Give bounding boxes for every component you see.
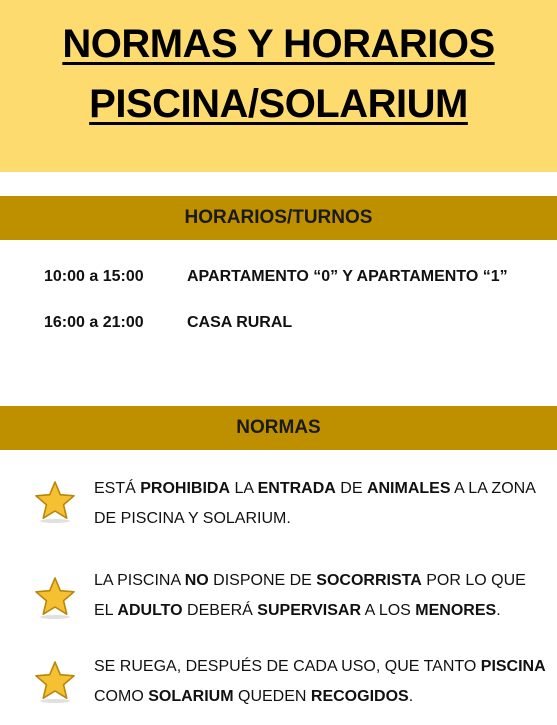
star-shadow — [40, 519, 70, 523]
rule-text-segment: LA — [230, 480, 258, 497]
rule-text-bold: MENORES — [415, 602, 497, 619]
schedule-row — [0, 314, 557, 340]
rule-item — [0, 566, 557, 636]
schedule-row — [0, 268, 557, 294]
rule-text-segment: POR LO QUE EL — [94, 572, 526, 619]
schedule-time: 10:00 a 15:00 — [44, 268, 144, 285]
schedule-guest: CASA RURAL — [187, 314, 293, 331]
rule-text-bold: SUPERVISAR — [257, 602, 362, 619]
schedule-guest: APARTAMENTO “0” Y APARTAMENTO “1” — [187, 268, 508, 285]
star-shape — [36, 578, 74, 614]
rule-text-segment: A LOS — [361, 602, 416, 619]
rule-text-bold: SOLARIUM — [148, 688, 234, 705]
rule-text — [94, 474, 549, 534]
rule-text-bold: SOCORRISTA — [316, 572, 422, 589]
rule-text-segment: DISPONE DE — [208, 572, 317, 589]
rule-text — [94, 566, 549, 626]
star-icon — [33, 660, 77, 704]
title-line-1: NORMAS Y HORARIOS — [62, 22, 495, 66]
star-shadow — [40, 699, 70, 703]
rule-text-segment: ESTÁ — [94, 480, 141, 497]
rule-text-segment: A LA ZONA DE PISCINA Y SOLARIUM. — [94, 480, 535, 527]
rule-text-bold: ADULTO — [117, 602, 183, 619]
rule-text-segment: . — [496, 602, 501, 619]
rule-text-segment: QUEDEN — [233, 688, 311, 705]
rule-text-bold: NO — [184, 572, 209, 589]
rule-text-segment: DE — [335, 480, 367, 497]
normas-heading: NORMAS — [0, 406, 557, 450]
rule-text-segment: SE RUEGA, DESPUÉS DE CADA USO, QUE TANTO — [94, 658, 481, 675]
rule-text-bold: ANIMALES — [366, 480, 451, 497]
rule-text-segment: LA PISCINA — [94, 572, 185, 589]
rule-text-bold: RECOGIDOS — [310, 688, 409, 705]
star-shape — [36, 662, 74, 698]
rule-text-segment: DEBERÁ — [182, 602, 258, 619]
rule-text-bold: ENTRADA — [257, 480, 336, 497]
title-header — [0, 0, 557, 172]
schedule-time: 16:00 a 21:00 — [44, 314, 144, 331]
rule-text-bold: PISCINA — [480, 658, 546, 675]
star-shape — [36, 482, 74, 518]
rule-text — [94, 652, 549, 712]
star-shadow — [40, 615, 70, 619]
rule-text-segment: COMO — [94, 688, 149, 705]
star-icon — [33, 576, 77, 620]
title-line-2: PISCINA/SOLARIUM — [89, 82, 468, 126]
rule-item — [0, 474, 557, 544]
horarios-heading: HORARIOS/TURNOS — [0, 196, 557, 240]
rule-text-bold: PROHIBIDA — [140, 480, 231, 497]
rule-text-segment: . — [408, 688, 414, 705]
star-icon — [33, 480, 77, 524]
rule-item — [0, 652, 557, 722]
